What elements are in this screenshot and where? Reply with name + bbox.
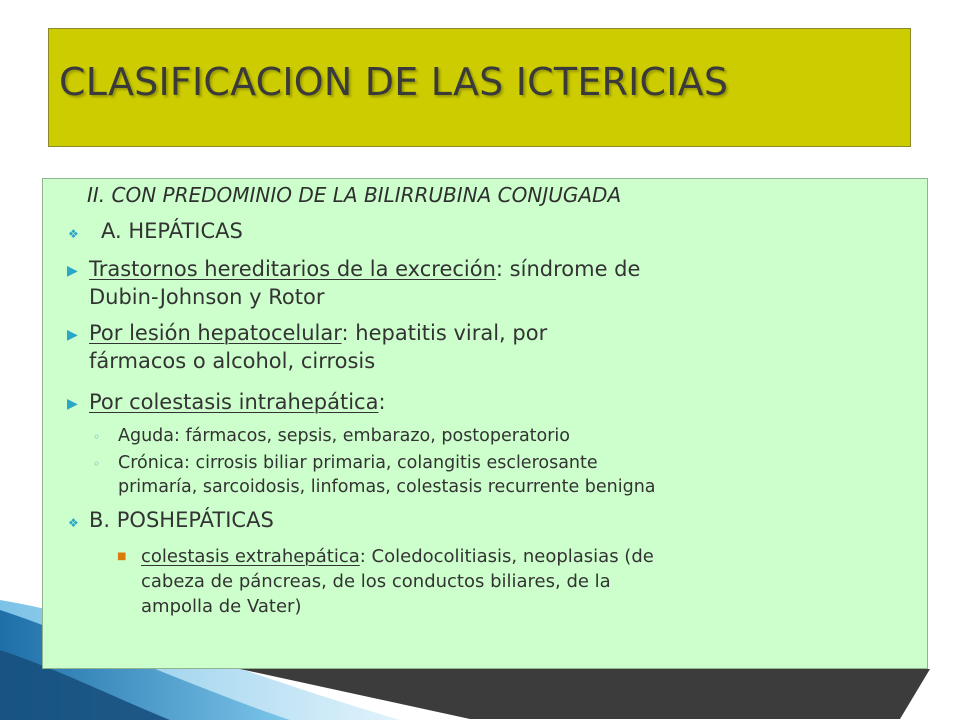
- diamond-dot-icon: ❖: [68, 516, 79, 530]
- item-1-rest: : síndrome de: [495, 257, 641, 281]
- subitem-1: Aguda: fármacos, sepsis, embarazo, postoperatorio: [118, 426, 571, 446]
- ring-icon: ◦: [93, 430, 101, 444]
- section-b-rest: : Coledocolitiasis, neoplasias (de: [359, 546, 654, 567]
- list-item-1-line1: [89, 259, 640, 280]
- orange-square-icon: ■: [117, 551, 127, 562]
- diamond-dot-icon: ❖: [68, 227, 79, 241]
- section-b-label: B. POSHEPÁTICAS: [89, 508, 274, 532]
- subitem-2-line1: Crónica: cirrosis biliar primaria, colangitis esclerosante: [118, 453, 598, 473]
- content-box-shadow: [240, 669, 940, 719]
- section-heading: II. CON PREDOMINIO DE LA BILIRRUBINA CONJUGADA: [87, 183, 622, 207]
- triangle-right-icon: ▶: [67, 263, 78, 279]
- item-1-underlined: Trastornos hereditarios de la excreción: [89, 257, 496, 281]
- item-3-underlined: Por colestasis intrahepática: [89, 390, 379, 414]
- list-item-2-line1: [89, 323, 547, 344]
- ring-icon: ◦: [93, 457, 101, 471]
- item-3-rest: :: [378, 390, 386, 414]
- section-b-item-line1: [141, 548, 654, 566]
- section-b-item-line3: ampolla de Vater): [141, 596, 302, 617]
- triangle-right-icon: ▶: [67, 396, 78, 412]
- section-b-underlined: colestasis extrahepática: [141, 546, 360, 567]
- content-box: [42, 178, 928, 669]
- item-2-underlined: Por lesión hepatocelular: [89, 321, 342, 345]
- slide-title: CLASIFICACION DE LAS ICTERICIAS: [59, 60, 729, 104]
- subitem-2-line2: primaría, sarcoidosis, linfomas, colestasis recurrente benigna: [118, 477, 656, 497]
- list-item-2-line2: fármacos o alcohol, cirrosis: [89, 349, 376, 373]
- title-box: [48, 28, 911, 147]
- item-2-rest: : hepatitis viral, por: [341, 321, 548, 345]
- triangle-right-icon: ▶: [67, 327, 78, 343]
- section-a-label: A. HEPÁTICAS: [101, 219, 243, 243]
- list-item-3-line1: [89, 392, 386, 413]
- list-item-1-line2: Dubin-Johnson y Rotor: [89, 285, 325, 309]
- section-b-item-line2: cabeza de páncreas, de los conductos biliares, de la: [141, 571, 611, 592]
